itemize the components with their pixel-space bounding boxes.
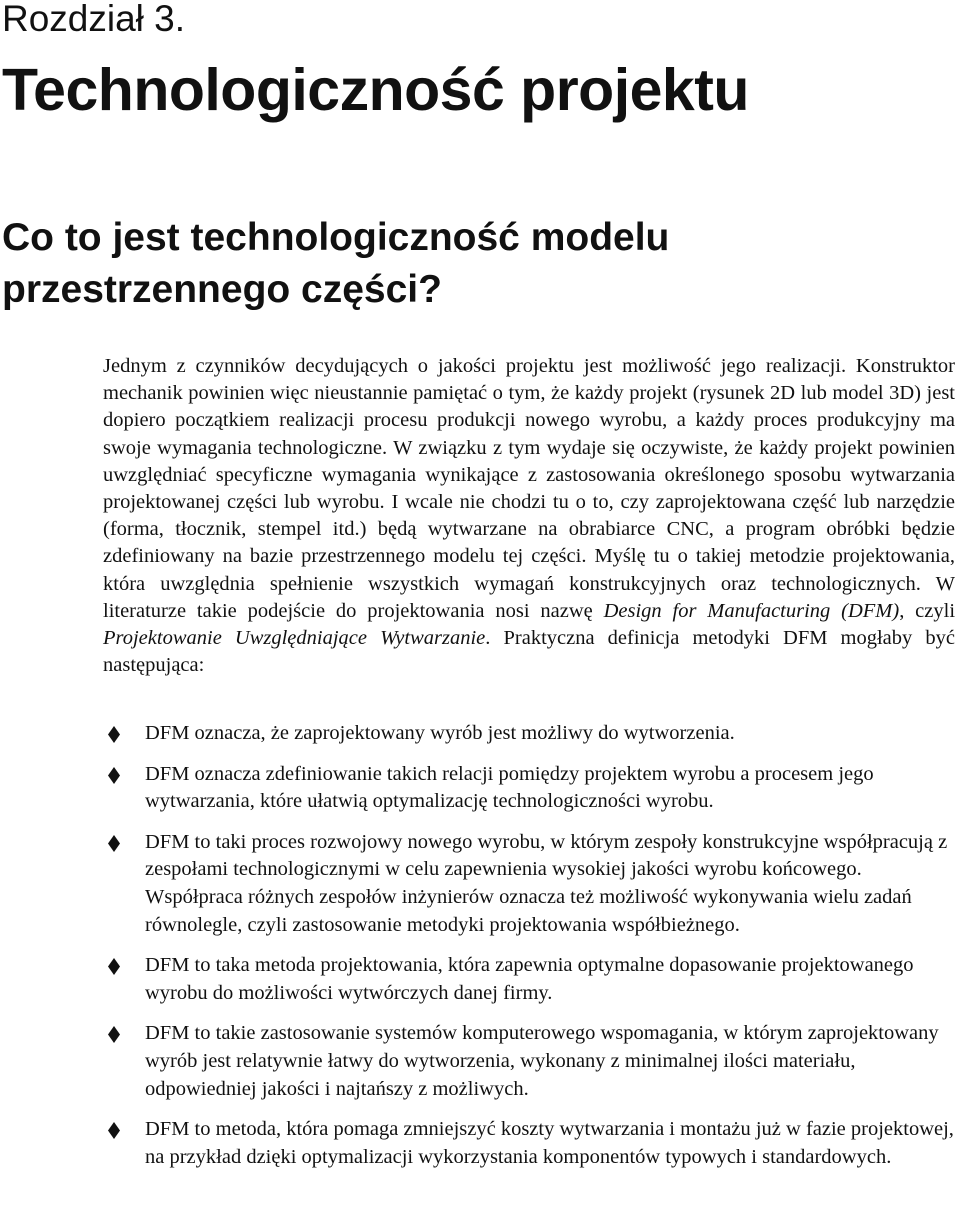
list-item [103, 720, 955, 748]
intro-paragraph [103, 353, 955, 679]
term-english: Design for Manufacturing (DFM) [603, 599, 900, 622]
diamond-bullet-icon [107, 952, 127, 979]
diamond-bullet-icon [107, 720, 127, 747]
chapter-label: Rozdział 3. [2, 0, 186, 39]
list-item-text: DFM to takie zastosowanie systemów komputerowego wspomagania, w którym zaprojektowany wyrób jest relatywnie łatwy do wytworzenia, wykonany z minimalnej ilości materiału, odpowiedniej jakości i najtańszy z możliwych. [145, 1022, 939, 1100]
diamond-bullet-icon [107, 1116, 127, 1143]
intro-text-3: . Praktyczna definicja metodyki DFM mogłaby być następująca: [103, 627, 955, 677]
list-item [103, 1020, 955, 1103]
term-polish: Projektowanie Uwzględniające Wytwarzanie [103, 627, 486, 650]
diamond-bullet-icon [107, 1020, 127, 1047]
diamond-bullet-icon [107, 829, 127, 856]
list-item-text: DFM to taka metoda projektowania, która zapewnia optymalne dopasowanie projektowanego wyrobu do możliwości wytwórczych danej firmy. [145, 954, 914, 1004]
diamond-bullet-icon [107, 761, 127, 788]
list-item [103, 829, 955, 939]
section-heading: Co to jest technologiczność modelu przestrzennego części? [2, 216, 670, 311]
intro-text-2: , czyli [899, 599, 956, 622]
chapter-title: Technologiczność projektu [2, 57, 749, 123]
list-item [103, 761, 955, 816]
intro-text-1: Jednym z czynników decydujących o jakości projektu jest możliwość jego realizacji. Konstruktor mechanik powinien więc nieustannie pamiętać o tym, że każdy projekt (rysunek 2D lub model 3D) jest dopiero początkiem realizacji procesu produkcji nowego wyrobu, a każdy proces produkcyjny ma swoje wymagania technologiczne. W związku z tym wydaje się oczywiste, że każdy projekt powinien uwzględniać specyficzne wymagania wynikające z zastosowania określonego sposobu wytwarzania projektowanej części lub wyrobu. I wcale nie chodzi tu o to, czy zaprojektowana część lub narzędzie (forma, tłocznik, stempel itd.) będą wytwarzane na obrabiarce CNC, a program obróbki będzie zdefiniowany na bazie przestrzennego modelu tej części. Myślę tu o takiej metodzie projektowania, która uwzględnia spełnienie wszystkich wymagań konstrukcyjnych oraz technologicznych. W literaturze takie podejście do projektowania nosi nazwę [103, 355, 955, 622]
list-item [103, 1116, 955, 1171]
list-item-text: DFM to metoda, która pomaga zmniejszyć koszty wytwarzania i montażu już w fazie projektowej, na przykład dzięki optymalizacji wykorzystania komponentów typowych i standardowych. [145, 1118, 954, 1168]
list-item-text: DFM oznacza, że zaprojektowany wyrób jest możliwy do wytworzenia. [145, 722, 735, 744]
dfm-definition-list [103, 720, 955, 1184]
list-item [103, 952, 955, 1007]
list-item-text: DFM oznacza zdefiniowanie takich relacji pomiędzy projektem wyrobu a procesem jego wytwarzania, które ułatwią optymalizację technologiczności wyrobu. [145, 762, 874, 813]
list-item-text: DFM to taki proces rozwojowy nowego wyrobu, w którym zespoły konstrukcyjne współpracują z zespołami technologicznymi w celu zapewnienia wysokiej jakości wyrobu końcowego. Współpraca różnych zespołów inżynierów oznacza też możliwość wykonywania wielu zadań równolegle, czyli zastosowanie metodyki projektowania współbieżnego. [145, 830, 948, 936]
